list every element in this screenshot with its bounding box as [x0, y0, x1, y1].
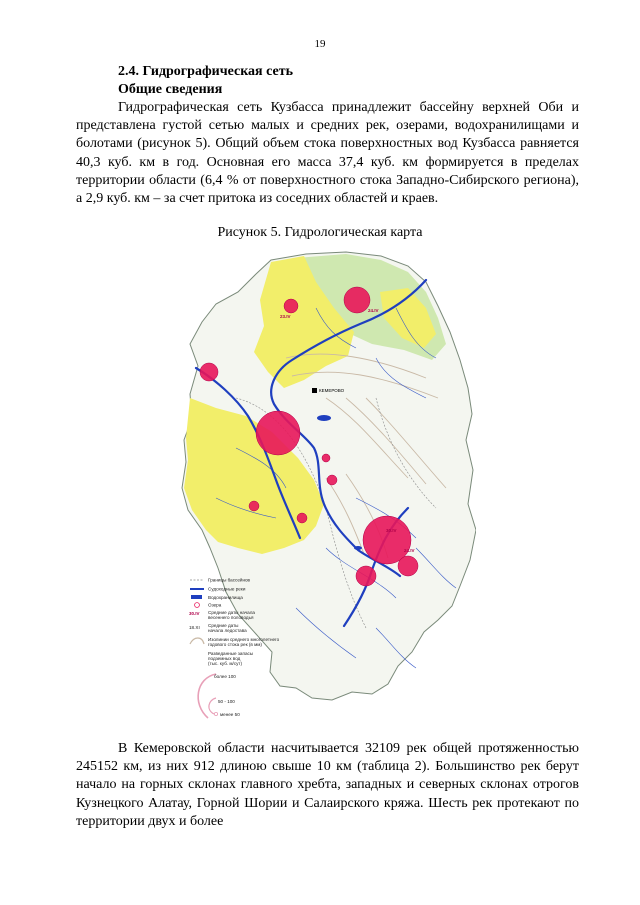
deposit-medium	[398, 556, 418, 576]
legend-swatch-isoline	[190, 638, 204, 644]
deposit-medium	[284, 299, 298, 313]
legend-lakes: Озера	[208, 602, 222, 608]
figure-caption: Рисунок 5. Гидрологическая карта	[217, 225, 423, 240]
city-marker	[312, 388, 317, 393]
reservoir	[317, 415, 331, 421]
legend-swatch-small-deposit	[214, 712, 217, 715]
deposit-large	[256, 411, 300, 455]
subsection-title: Общие сведения	[118, 82, 223, 97]
legend-reservoirs: Водохранилища	[208, 595, 243, 600]
date-label: 23.IV	[280, 314, 291, 319]
legend-ice-date-2: начала ледостава	[208, 628, 247, 633]
legend-basin-boundaries: Границы бассейнов	[208, 577, 250, 583]
page-number: 19	[314, 38, 326, 50]
hydrological-map	[176, 248, 476, 728]
legend-navigable-rivers: Судоходные реки	[208, 586, 246, 592]
legend-swatch-lake	[195, 603, 200, 608]
deposit-large	[344, 287, 370, 313]
legend-flood-date-2: весеннего половодья	[208, 615, 254, 620]
legend-isolines-1: Изолинии среднего многолетнего	[208, 637, 280, 642]
legend-deposit-medium: 50 - 100	[218, 699, 235, 704]
hydrological-map-svg	[176, 248, 476, 728]
legend-ice-date-1: Средние даты	[208, 623, 239, 628]
deposit-small	[322, 454, 330, 462]
deposit-medium	[356, 566, 376, 586]
section-title: 2.4. Гидрографическая сеть	[118, 64, 294, 79]
legend-groundwater-2: подземных вод	[208, 656, 241, 661]
reservoir	[354, 546, 362, 550]
legend-groundwater-1: Разведанные запасы	[208, 651, 254, 656]
date-label: 24.IV	[404, 548, 415, 553]
legend-swatch-medium-deposit	[209, 698, 216, 714]
deposit-small	[297, 513, 307, 523]
legend-sample-flood-date: 30.IV	[189, 611, 200, 616]
city-label: КЕМЕРОВО	[319, 388, 345, 393]
intro-paragraph: Гидрографическая сеть Кузбасса принадлежит бассейну верхней Оби и представлена густой сетью малых и средних рек, озерами, водохранилищами и болотами (рисунок 5). Общий объем стока поверхностных вод Кузбасса равняется 40,3 куб. км в год. Основная его масса 37,4 куб. км формируется в пределах территории области (6,4 % от поверхностного стока Западно-Сибирского региона), а 2,9 куб. км – за счет притока из соседних областей и краев.	[76, 100, 579, 207]
legend-groundwater-3: (тыс. куб. м/сут)	[208, 661, 243, 666]
legend-deposit-small: менее 50	[220, 712, 240, 717]
legend-flood-date-1: Средние даты начала	[208, 610, 255, 615]
date-label: 30.IV	[386, 528, 397, 533]
legend-swatch-large-deposit	[198, 674, 216, 718]
deposit-small	[249, 501, 259, 511]
legend-sample-ice-date: 18.XI	[189, 625, 200, 630]
legend-swatch-reservoir	[191, 595, 202, 599]
deposit-medium	[200, 363, 218, 381]
date-label: 24.IV	[368, 308, 379, 313]
legend-deposit-large: более 100	[214, 674, 236, 679]
rivers-paragraph: В Кемеровской области насчитывается 32109 рек общей протяженностью 245152 км, из них 912 длиною свыше 10 км (таблица 2). Большинство рек берут начало на горных склонах главного хребта, западных и северных склонах отрогов Кузнецкого Алатау, Горной Шории и Салаирского кряжа. Шесть рек протекают по территории двух и более	[76, 741, 579, 829]
legend-isolines-2: годового стока рек (в мм)	[208, 642, 262, 647]
deposit-small	[327, 475, 337, 485]
